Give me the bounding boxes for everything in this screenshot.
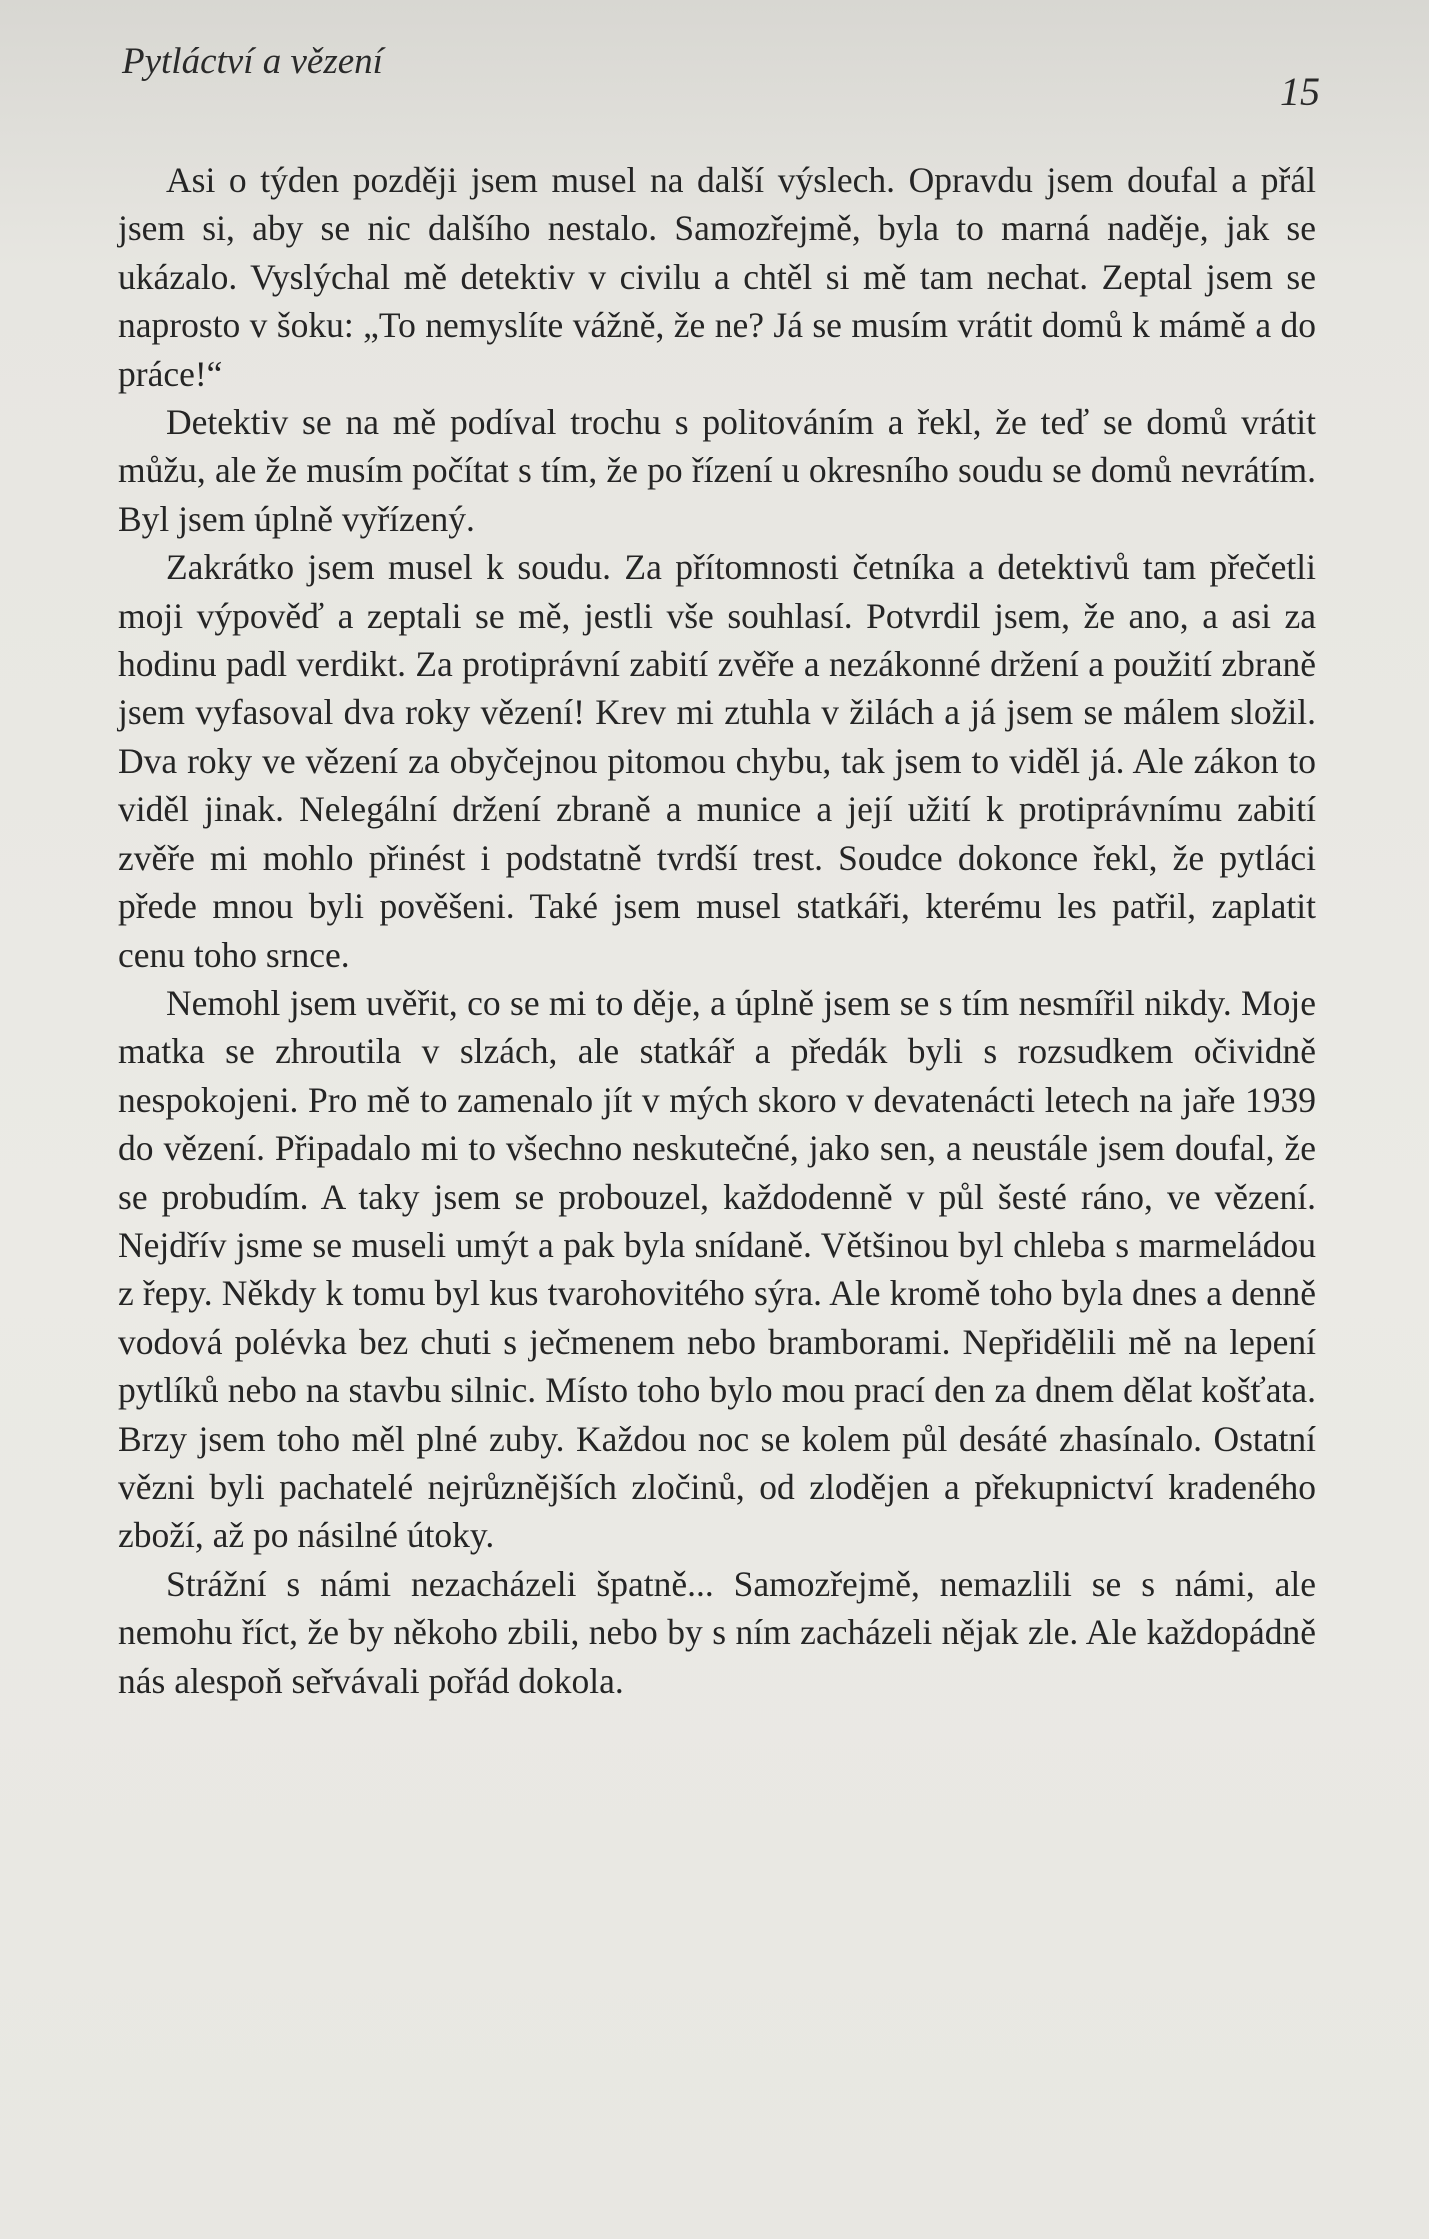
paragraph: Detektiv se na mě podíval trochu s politováním a řekl, že teď se domů vrátit můžu, ale že musím počítat s tím, že po řízení u okresního soudu se domů nevrátím. Byl jsem úplně vyřízený. [118,402,1316,539]
paragraph: Zakrátko jsem musel k soudu. Za přítomnosti četníka a detektivů tam přečetli moji výpověď a zeptali se mě, jestli vše souhlasí. Potvrdil jsem, že ano, a asi za hodinu padl verdikt. Za protiprávní zabití zvěře a nezákonné držení a použití zbraně jsem vyfasoval dva roky vězení! Krev mi ztuhla v žilách a já jsem se málem složil. Dva roky ve vězení za obyčejnou pitomou chybu, tak jsem to viděl já. Ale zákon to viděl jinak. Nelegální držení zbraně a munice a její užití k protiprávnímu zabití zvěře mi mohlo přinést i podstatně tvrdší trest. Soudce dokonce řekl, že pytláci přede mnou byli pověšeni. Také jsem musel statkáři, kterému les patřil, zaplatit cenu toho srnce. [118,547,1316,975]
paragraph: Strážní s námi nezacházeli špatně... Samozřejmě, nemazlili se s námi, ale nemohu říct, že by někoho zbili, nebo by s ním zacházeli nějak zle. Ale každopádně nás alespoň seřvávali pořád dokola. [118,1563,1316,1701]
running-title: Pytláctví a vězení [122,41,383,82]
paragraph: Asi o týden později jsem musel na další výslech. Opravdu jsem doufal a přál jsem si, aby se nic dalšího nestalo. Samozřejmě, byla to marná naděje, jak se ukázalo. Vyslýchal mě detektiv v civilu a chtěl si mě tam nechat. Zeptal jsem se naprosto v šoku: „To nemyslíte vážně, že ne? Já se musím vrátit domů k mámě a do práce!“ [118,160,1316,394]
paragraph: Nemohl jsem uvěřit, co se mi to děje, a úplně jsem se s tím nesmířil nikdy. Moje matka se zhroutila v slzách, ale statkář a předák byli s rozsudkem očividně nespokojeni. Pro mě to zamenalo jít v mých skoro v devatenácti letech na jaře 1939 do vězení. Připadalo mi to všechno neskutečné, jako sen, a neustále jsem doufal, že se probudím. A taky jsem se probouzel, každodenně v půl šesté ráno, ve vězení. Nejdřív jsme se museli umýt a pak byla snídaně. Většinou byl chleba s marmeládou z řepy. Někdy k tomu byl kus tvarohovitého sýra. Ale kromě toho byla dnes a denně vodová polévka bez chuti s ječmenem nebo bramborami. Nepřidělili mě na lepení pytlíků nebo na stavbu silnic. Místo toho bylo mou prací den za dnem dělat košťata. Brzy jsem toho měl plné zuby. Každou noc se kolem půl desáté zhasínalo. Ostatní vězni byli pachatelé nejrůznějších zločinů, od zlodějen a překupnictví kradeného zboží, až po násilné útoky. [118,982,1316,1556]
body-text [118,156,1316,1705]
page-number: 15 [1280,69,1320,114]
